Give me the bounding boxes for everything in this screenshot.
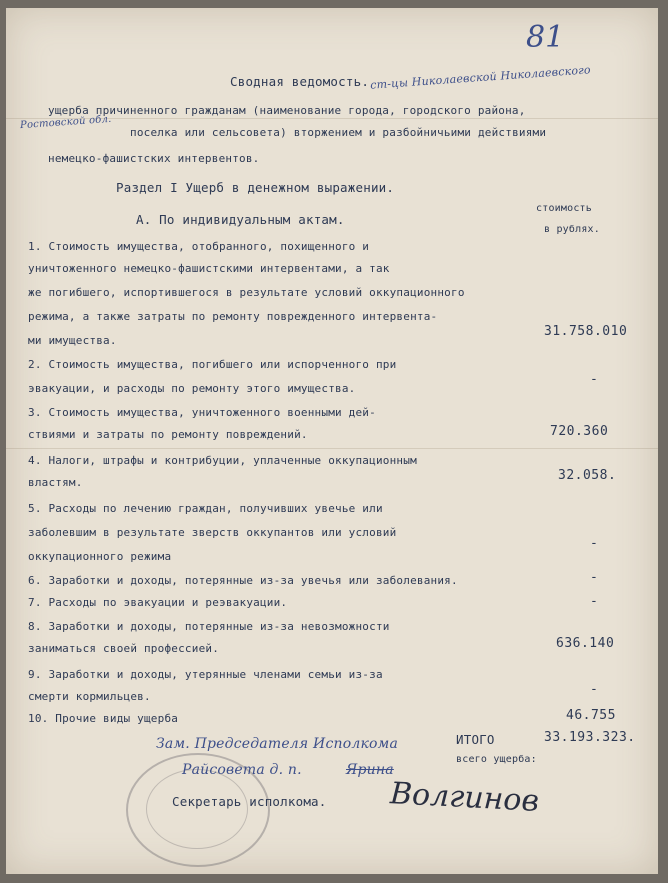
item-2-value: - — [590, 372, 598, 387]
item-7-line: 7. Расходы по эвакуации и реэвакуации. — [28, 596, 288, 609]
item-10-line: 10. Прочие виды ущерба — [28, 712, 179, 725]
item-5-line: заболевшим в результате зверств оккупантов или условий — [28, 526, 397, 539]
item-4-line: властям. — [28, 476, 83, 489]
handwritten-insert: ст-цы Николаевской Николаевского — [369, 63, 592, 92]
chairman-signature-line-2: Райсовета д. п. — [182, 762, 302, 778]
item-5-line: 5. Расходы по лечению граждан, получивших увечье или — [28, 502, 383, 515]
item-5-value: - — [590, 536, 598, 551]
handwritten-insert-region: Ростовской обл. — [19, 113, 112, 132]
item-2-line: эвакуации, и расходы по ремонту этого имущества. — [28, 382, 356, 395]
item-4-line: 4. Налоги, штрафы и контрибуции, уплаченные оккупационным — [28, 454, 417, 467]
total-sub-label: всего ущерба: — [456, 754, 537, 765]
archive-number: 81 — [526, 20, 565, 55]
document-title: Сводная ведомость. — [230, 74, 370, 89]
column-header-2: в рублях. — [544, 224, 600, 235]
item-6-line: 6. Заработки и доходы, потерянные из-за увечья или заболевания. — [28, 574, 458, 587]
item-3-value: 720.360 — [550, 424, 609, 439]
item-1-line: 1. Стоимость имущества, отобранного, похищенного и — [28, 240, 370, 253]
section-title: Раздел I Ущерб в денежном выражении. — [116, 180, 395, 195]
item-1-line: уничтоженного немецко-фашистскими интервентами, а так — [28, 262, 390, 275]
document-page — [6, 8, 658, 874]
total-label: ИТОГО — [456, 732, 495, 747]
secretary-signature: Волгинов — [389, 776, 540, 819]
item-8-line: заниматься своей профессией. — [28, 642, 220, 655]
subtitle-line-1: ущерба причиненного гражданам (наименование города, городского района, — [48, 104, 526, 117]
chairman-struck-name: Ярина — [346, 762, 394, 778]
item-8-line: 8. Заработки и доходы, потерянные из-за невозможности — [28, 620, 390, 633]
item-1-value: 31.758.010 — [544, 324, 628, 339]
subtitle-line-2: поселка или сельсовета) вторжением и разбойничьими действиями — [130, 126, 547, 139]
item-4-value: 32.058. — [558, 468, 617, 483]
secretary-label: Секретарь исполкома. — [172, 794, 327, 809]
item-3-line: 3. Стоимость имущества, уничтоженного военными дей- — [28, 406, 376, 419]
chairman-signature-line-1: Зам. Председателя Исполкома — [156, 736, 398, 752]
item-1-line: режима, а также затраты по ремонту поврежденного интервента- — [28, 310, 438, 323]
item-6-value: - — [590, 570, 598, 585]
item-1-line: же погибшего, испортившегося в результате условий оккупационного — [28, 286, 465, 299]
total-value: 33.193.323. — [544, 730, 636, 745]
item-8-value: 636.140 — [556, 636, 615, 651]
column-header-1: стоимость — [536, 203, 592, 214]
subtitle-line-3: немецко-фашистских интервентов. — [48, 152, 260, 165]
subsection-title: А. По индивидуальным актам. — [136, 212, 345, 227]
item-9-line: смерти кормильцев. — [28, 690, 151, 703]
fold-line — [6, 448, 658, 449]
item-7-value: - — [590, 594, 598, 609]
item-10-value: 46.755 — [566, 708, 616, 723]
item-1-line: ми имущества. — [28, 334, 117, 347]
item-9-value: - — [590, 682, 598, 697]
item-3-line: ствиями и затраты по ремонту повреждений. — [28, 428, 308, 441]
item-2-line: 2. Стоимость имущества, погибшего или испорченного при — [28, 358, 397, 371]
item-9-line: 9. Заработки и доходы, утерянные членами семьи из-за — [28, 668, 383, 681]
item-5-line: оккупационного режима — [28, 550, 172, 563]
round-stamp-inner — [146, 769, 248, 849]
